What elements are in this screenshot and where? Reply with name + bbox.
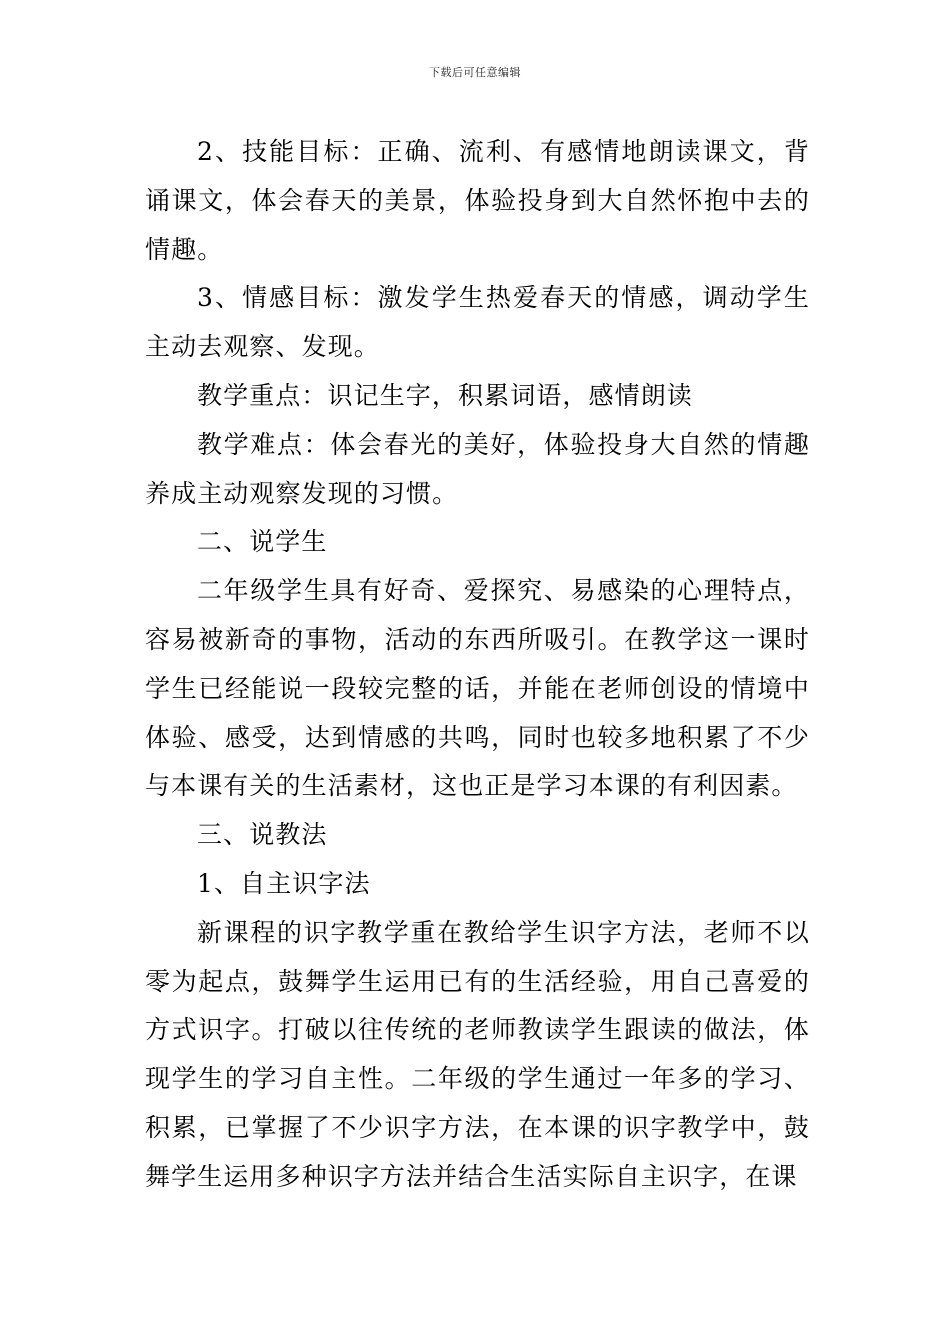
paragraph-teaching-focus: 教学重点：识记生字，积累词语，感情朗读 <box>197 380 693 410</box>
section-heading-methods: 三、说教法 <box>197 820 328 850</box>
document-body <box>145 128 810 1202</box>
paragraph-self-literacy: 新课程的识字教学重在教给学生识字方法，老师不以零为起点，鼓舞学生运用已有的生活经验，用自己喜爱的方式识字。打破以往传统的老师教读学生跟读的做法，体现学生的学习自主性。二年级的学生通过一年多的学习、积累，已掌握了不少识字方法，在本课的识字教学中，鼓舞学生运用多种识字方法并结合生活实际自主识字，在课 <box>145 917 810 1191</box>
paragraph-students: 二年级学生具有好奇、爱探究、易感染的心理特点，容易被新奇的事物，活动的东西所吸引。在教学这一课时学生已经能说一段较完整的话，并能在老师创设的情境中体验、感受，达到情感的共鸣，同时也较多地积累了不少与本课有关的生活素材，这也正是学习本课的有利因素。 <box>145 576 810 801</box>
paragraph-skill-goal: 2、技能目标：正确、流利、有感情地朗读课文，背诵课文，体会春天的美景，体验投身到大自然怀抱中去的情趣。 <box>145 137 810 264</box>
subheading-self-literacy: 1、自主识字法 <box>197 868 371 898</box>
paragraph-emotion-goal: 3、情感目标：激发学生热爱春天的情感，调动学生主动去观察、发现。 <box>145 283 810 362</box>
page-header: 下载后可任意编辑 <box>429 66 521 79</box>
section-heading-students: 二、说学生 <box>197 527 328 557</box>
paragraph-teaching-difficulty: 教学难点：体会春光的美好，体验投身大自然的情趣养成主动观察发现的习惯。 <box>145 429 810 508</box>
